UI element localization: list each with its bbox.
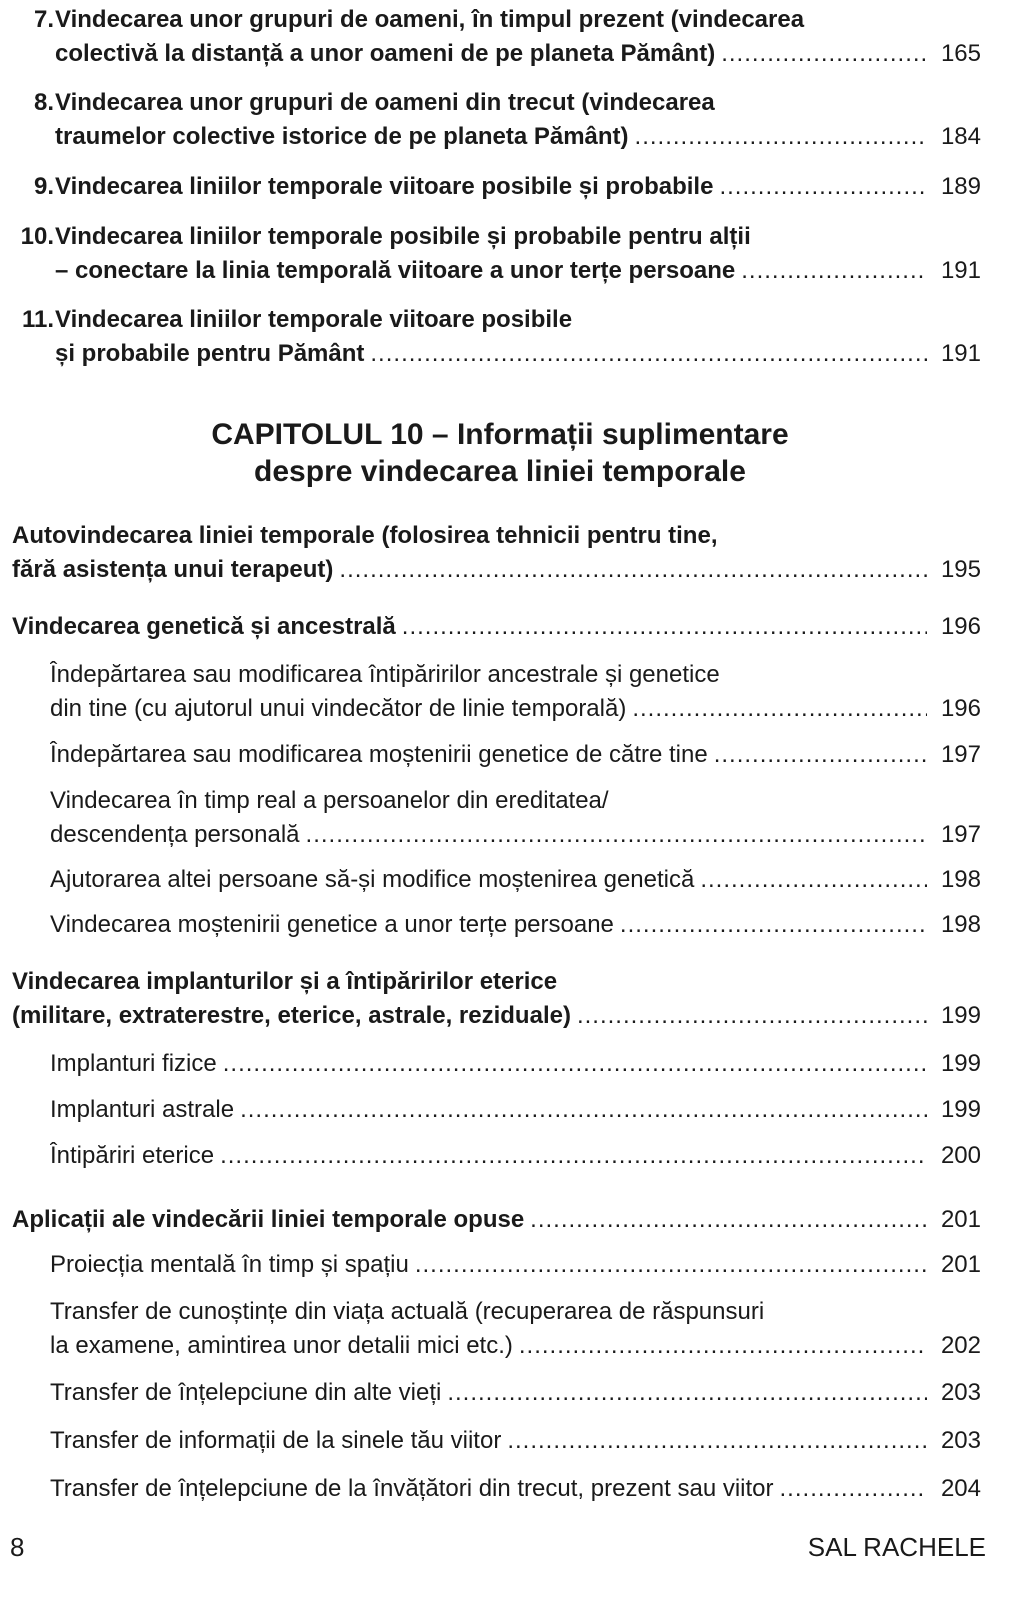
- section-title-line: Aplicații ale vindecării liniei temporale opuse: [12, 1206, 525, 1233]
- footer-page-number: 8: [10, 1532, 25, 1562]
- page-number: 201: [940, 1206, 981, 1233]
- entry-number: 10.: [20, 223, 54, 250]
- dot-leader: [402, 610, 927, 644]
- page-number: 189: [940, 173, 981, 200]
- page-number: 195: [940, 556, 981, 583]
- toc-subsection: [50, 1376, 981, 1410]
- chapter-heading-line2: despre vindecarea liniei temporale: [254, 455, 746, 488]
- page-number: 196: [940, 695, 981, 722]
- subsection-title-line: Transfer de informații de la sinele tău viitor: [50, 1427, 502, 1454]
- subsection-title-line: Ajutorarea altei persoane să-și modifice moștenirea genetică: [50, 866, 695, 893]
- entry-number: 7.: [33, 6, 54, 33]
- page-number: 200: [940, 1142, 981, 1169]
- section-title-line: (militare, extraterestre, eterice, astrale, reziduale): [12, 1002, 571, 1029]
- dot-leader: [223, 1047, 927, 1081]
- dot-leader: [240, 1093, 927, 1127]
- subsection-title-line: Îndepărtarea sau modificarea întipăririlor ancestrale și genetice: [50, 661, 720, 688]
- toc-section: [12, 519, 981, 587]
- entry-title-line: Vindecarea unor grupuri de oameni din trecut (vindecarea: [55, 89, 715, 116]
- toc-subsection: [50, 1472, 981, 1506]
- entry-number: 11.: [21, 306, 54, 333]
- footer-author: SAL RACHELE: [807, 1532, 986, 1562]
- dot-leader: [719, 170, 927, 204]
- page-number: 198: [940, 911, 981, 938]
- section-title-line: fără asistența unui terapeut): [12, 556, 334, 583]
- dot-leader: [714, 738, 927, 772]
- page-number: 203: [940, 1379, 981, 1406]
- page-number: 197: [940, 741, 981, 768]
- toc-subsection: [50, 738, 981, 772]
- subsection-title-line: Vindecarea moștenirii genetice a unor terțe persoane: [50, 911, 614, 938]
- page-number: 203: [940, 1427, 981, 1454]
- dot-leader: [415, 1248, 927, 1282]
- toc-entry-11: [10, 303, 981, 371]
- toc-subsection: [50, 1093, 981, 1127]
- dot-leader: [447, 1376, 927, 1410]
- page-number: 197: [940, 821, 981, 848]
- subsection-title-line: Transfer de înțelepciune de la învățători din trecut, prezent sau viitor: [50, 1475, 774, 1502]
- dot-leader: [780, 1472, 927, 1506]
- page-number: 191: [940, 257, 981, 284]
- subsection-title-line: Transfer de cunoștințe din viața actuală (recuperarea de răspunsuri: [50, 1298, 765, 1325]
- subsection-title-line: Transfer de înțelepciune din alte vieți: [50, 1379, 442, 1406]
- chapter-heading: [0, 416, 1000, 490]
- toc-subsection: [50, 863, 981, 897]
- subsection-title-line: Proiecția mentală în timp și spațiu: [50, 1251, 409, 1278]
- page-number: 202: [940, 1332, 981, 1359]
- dot-leader: [741, 254, 927, 288]
- entry-title-line: Vindecarea liniilor temporale viitoare posibile și probabile: [55, 173, 714, 200]
- toc-entry-10: [10, 220, 981, 288]
- section-title-line: Autovindecarea liniei temporale (folosirea tehnicii pentru tine,: [12, 522, 718, 549]
- dot-leader: [530, 1203, 927, 1237]
- toc-subsection: [50, 784, 981, 852]
- section-title-line: Vindecarea genetică și ancestrală: [12, 613, 396, 640]
- entry-title-line: Vindecarea liniilor temporale posibile și probabile pentru alții: [55, 223, 751, 250]
- dot-leader: [620, 908, 927, 942]
- dot-leader: [721, 37, 927, 71]
- toc-section: [12, 965, 981, 1033]
- dot-leader: [700, 863, 927, 897]
- toc-entry-8: [10, 86, 981, 154]
- page-number: 196: [940, 613, 981, 640]
- chapter-heading-line1: CAPITOLUL 10 – Informații suplimentare: [211, 418, 789, 451]
- dot-leader: [306, 818, 927, 852]
- dot-leader: [370, 337, 927, 371]
- subsection-title-line: Vindecarea în timp real a persoanelor din ereditatea/: [50, 787, 609, 814]
- page-number: 191: [940, 340, 981, 367]
- dot-leader: [577, 999, 927, 1033]
- subsection-title-line: descendența personală: [50, 821, 300, 848]
- subsection-title-line: Implanturi astrale: [50, 1096, 235, 1123]
- toc-section: [12, 1203, 981, 1237]
- entry-title-line: colectivă la distanță a unor oameni de pe planeta Pământ): [55, 40, 716, 67]
- toc-subsection: [50, 1248, 981, 1282]
- dot-leader: [519, 1329, 927, 1363]
- entry-title-line: Vindecarea unor grupuri de oameni, în timpul prezent (vindecarea: [55, 6, 805, 33]
- page-number: 199: [940, 1096, 981, 1123]
- dot-leader: [632, 692, 927, 726]
- page-number: 165: [940, 40, 981, 67]
- toc-section: [12, 610, 981, 644]
- subsection-title-line: Implanturi fizice: [50, 1050, 217, 1077]
- toc-subsection: [50, 1295, 981, 1363]
- toc-entry-9: [10, 170, 981, 204]
- page-number: 199: [940, 1002, 981, 1029]
- dot-leader: [339, 553, 927, 587]
- entry-title-line: Vindecarea liniilor temporale viitoare posibile: [55, 306, 573, 333]
- subsection-title-line: Îndepărtarea sau modificarea moștenirii genetice de către tine: [50, 741, 708, 768]
- page-number: 184: [940, 123, 981, 150]
- entry-title-line: și probabile pentru Pământ: [55, 340, 365, 367]
- page-number: 199: [940, 1050, 981, 1077]
- subsection-title-line: la examene, amintirea unor detalii mici etc.): [50, 1332, 513, 1359]
- entry-title-line: – conectare la linia temporală viitoare a unor terțe persoane: [55, 257, 736, 284]
- entry-number: 8.: [33, 89, 54, 116]
- page-number: 204: [940, 1475, 981, 1502]
- entry-number: 9.: [33, 173, 54, 200]
- section-title-line: Vindecarea implanturilor și a întipăririlor eterice: [12, 968, 558, 995]
- subsection-title-line: din tine (cu ajutorul unui vindecător de linie temporală): [50, 695, 627, 722]
- entry-title-line: traumelor colective istorice de pe planeta Pământ): [55, 123, 629, 150]
- toc-subsection: [50, 658, 981, 726]
- subsection-title-line: Întipăriri eterice: [50, 1142, 215, 1169]
- dot-leader: [507, 1424, 927, 1458]
- toc-subsection: [50, 1139, 981, 1173]
- page-number: 201: [940, 1251, 981, 1278]
- dot-leader: [220, 1139, 927, 1173]
- toc-subsection: [50, 908, 981, 942]
- toc-subsection: [50, 1424, 981, 1458]
- page-number: 198: [940, 866, 981, 893]
- dot-leader: [635, 120, 927, 154]
- toc-entry-7: [10, 3, 981, 71]
- toc-subsection: [50, 1047, 981, 1081]
